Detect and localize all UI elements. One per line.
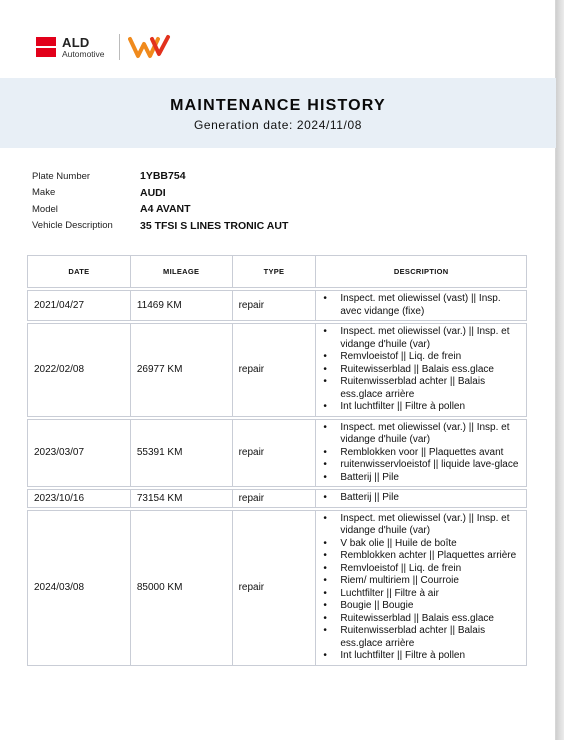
model-value: A4 AVANT: [140, 203, 191, 216]
ald-logo-mark: [36, 37, 56, 57]
description-list: [320, 513, 522, 663]
description-item: • ruitenwisservloeistof || liquide lave-glace: [320, 459, 522, 472]
description-list: [320, 492, 522, 505]
type-cell: repair: [232, 490, 316, 508]
mileage-column-header: MILEAGE: [130, 256, 232, 288]
description-item: • Luchtfilter || Filtre à air: [320, 588, 522, 601]
date-cell: 2023/03/07: [28, 419, 131, 487]
description-item: • Inspect. met oliewissel (var.) || Insp. et vidange d'huile (var): [320, 422, 522, 447]
description-item: • Inspect. met oliewissel (var.) || Insp. et vidange d'huile (var): [320, 513, 522, 538]
description-list: [320, 293, 522, 318]
type-cell: repair: [232, 510, 316, 665]
vehicle-info: [32, 168, 288, 234]
description-cell: [316, 324, 527, 417]
description-item: • Ruitewisserblad || Balais ess.glace: [320, 364, 522, 377]
mileage-cell: 73154 KM: [130, 490, 232, 508]
make-label: Make: [32, 187, 56, 199]
description-item: • Ruitewisserblad || Balais ess.glace: [320, 613, 522, 626]
description-cell: [316, 510, 527, 665]
description-item: • Batterij || Pile: [320, 492, 522, 505]
description-item: • Ruitenwisserblad achter || Balais ess.glace arrière: [320, 625, 522, 650]
mileage-cell: 55391 KM: [130, 419, 232, 487]
type-column-header: TYPE: [232, 256, 316, 288]
type-cell: repair: [232, 324, 316, 417]
maintenance-table: [27, 255, 527, 666]
date-column-header: DATE: [28, 256, 131, 288]
table-row: [28, 490, 527, 508]
vehicle-description-value: 35 TFSI S LINES TRONIC AUT: [140, 219, 289, 232]
date-cell: 2023/10/16: [28, 490, 131, 508]
table-row: [28, 510, 527, 665]
description-cell: [316, 291, 527, 321]
mileage-cell: 11469 KM: [130, 291, 232, 321]
model-label: Model: [32, 203, 58, 215]
table-body: [28, 288, 527, 666]
description-item: • V bak olie || Huile de boîte: [320, 538, 522, 551]
table-row: [28, 291, 527, 321]
description-item: • Remblokken voor || Plaquettes avant: [320, 447, 522, 460]
description-item: • Ruitenwisserblad achter || Balais ess.glace arrière: [320, 376, 522, 401]
type-cell: repair: [232, 291, 316, 321]
logo-bar: [36, 32, 172, 62]
table-header-row: [28, 256, 527, 288]
mileage-cell: 26977 KM: [130, 324, 232, 417]
mileage-cell: 85000 KM: [130, 510, 232, 665]
description-item: • Int luchtfilter || Filtre à pollen: [320, 401, 522, 414]
ald-logo-sub: Automotive: [62, 48, 105, 59]
description-column-header: DESCRIPTION: [316, 256, 527, 288]
generation-date-value: 2024/11/08: [296, 118, 363, 132]
make-value: AUDI: [140, 186, 166, 199]
plate-number-value: 1YBB754: [140, 170, 186, 183]
vehicle-info-row: [32, 168, 288, 185]
description-item: • Inspect. met oliewissel (var.) || Insp. et vidange d'huile (var): [320, 326, 522, 351]
generation-date-line: [0, 118, 556, 132]
description-item: • Remblokken achter || Plaquettes arrière: [320, 550, 522, 563]
description-item: • Riem/ multiriem || Courroie: [320, 575, 522, 588]
w-brand-logo-icon: [128, 34, 172, 60]
logo-separator: [119, 34, 120, 60]
vehicle-info-row: [32, 218, 288, 235]
description-list: [320, 422, 522, 485]
plate-number-label: Plate Number: [32, 170, 91, 182]
ald-logo-name: ALD: [62, 34, 90, 50]
description-cell: [316, 419, 527, 487]
description-item: • Inspect. met oliewissel (vast) || Insp. avec vidange (fixe): [320, 293, 522, 318]
vehicle-info-row: [32, 185, 288, 202]
vehicle-description-label: Vehicle Description: [32, 220, 113, 232]
description-item: • Batterij || Pile: [320, 472, 522, 485]
table-row: [28, 324, 527, 417]
header-band: [0, 78, 556, 148]
date-cell: 2021/04/27: [28, 291, 131, 321]
description-item: • Bougie || Bougie: [320, 600, 522, 613]
page-title: MAINTENANCE HISTORY: [170, 97, 386, 114]
date-cell: 2022/02/08: [28, 324, 131, 417]
page-shadow-edge: [556, 0, 564, 740]
description-item: • Remvloeistof || Liq. de frein: [320, 563, 522, 576]
description-cell: [316, 490, 527, 508]
date-cell: 2024/03/08: [28, 510, 131, 665]
generation-date-label: Generation date:: [193, 118, 293, 132]
vehicle-info-row: [32, 201, 288, 218]
description-item: • Remvloeistof || Liq. de frein: [320, 351, 522, 364]
ald-logo-text: [62, 36, 105, 59]
description-list: [320, 326, 522, 414]
description-item: • Int luchtfilter || Filtre à pollen: [320, 650, 522, 663]
table-row: [28, 419, 527, 487]
type-cell: repair: [232, 419, 316, 487]
